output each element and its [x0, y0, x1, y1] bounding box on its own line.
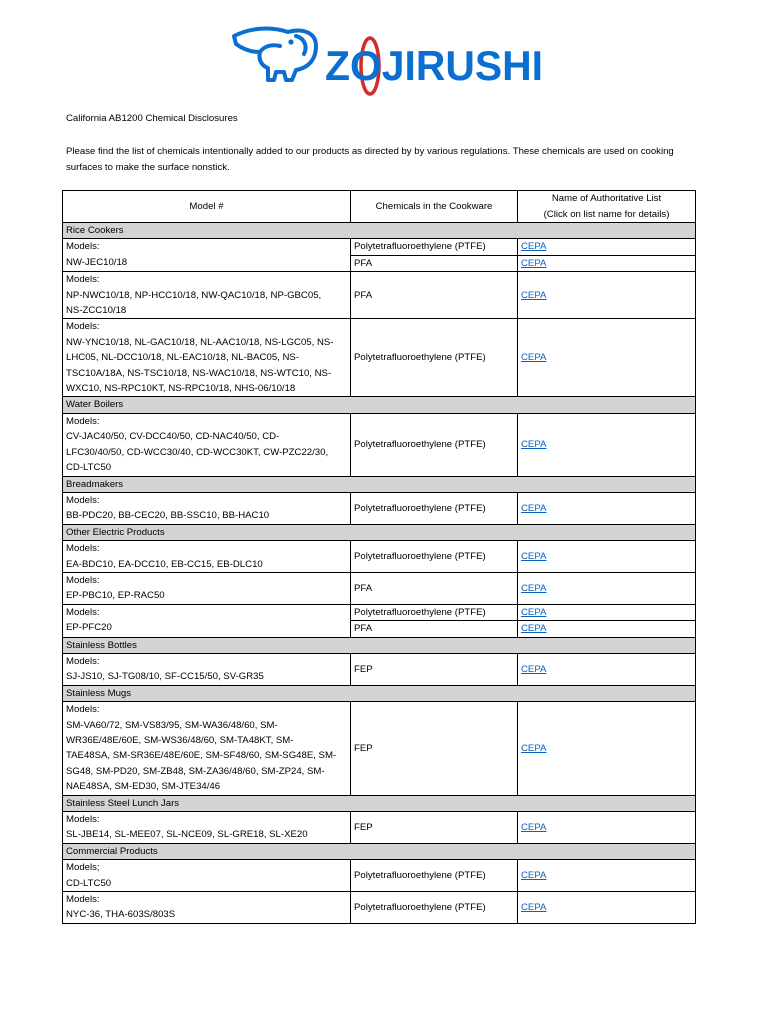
table-row: [63, 653, 696, 685]
list-link-line: [521, 868, 692, 883]
list-link-line: [521, 741, 692, 756]
chemical-name: PFA: [354, 257, 373, 269]
model-numbers-line: WXC10, NS-RPC10KT, NS-RPC10/18, NHS-06/10/18: [66, 383, 296, 395]
model-cell: [63, 541, 351, 573]
authoritative-list-cell: [518, 272, 696, 319]
chemical-name: Polytetrafluoroethylene (PTFE): [351, 605, 517, 621]
chemical-cell: [351, 702, 518, 795]
model-numbers-line: TSC10A/18A, NS-TSC10/18, NS-WAC10/18, NS-WTC10, NS-: [66, 367, 332, 379]
category-label: Rice Cookers: [63, 223, 696, 239]
model-cell: [63, 812, 351, 844]
models-label: Models:: [66, 574, 100, 586]
category-row: [63, 476, 696, 492]
table-row: [63, 860, 696, 892]
brand-wordmark: ZOJIRUSHI: [325, 42, 543, 89]
header-chemicals: Chemicals in the Cookware: [351, 191, 518, 223]
cepa-link[interactable]: CEPA: [521, 438, 547, 450]
model-numbers-line: SJ-JS10, SJ-TG08/10, SF-CC15/50, SV-GR35: [66, 671, 264, 683]
table-row: [63, 239, 696, 272]
category-row: [63, 397, 696, 413]
list-link-line: [521, 662, 692, 677]
page-heading: California AB1200 Chemical Disclosures: [66, 113, 238, 124]
model-numbers-line: NYC-36, THA-603S/803S: [66, 909, 176, 921]
category-label: Stainless Bottles: [63, 637, 696, 653]
models-label: Models:: [66, 606, 100, 618]
chemical-name: FEP: [354, 663, 373, 675]
model-numbers-line: LHC05, NL-DCC10/18, NL-EAC10/18, NL-BAC05, NS-: [66, 352, 300, 364]
chemical-name: Polytetrafluoroethylene (PTFE): [354, 901, 486, 913]
model-cell: [63, 319, 351, 397]
cepa-link[interactable]: CEPA: [521, 241, 547, 253]
category-row: [63, 223, 696, 239]
model-cell: [63, 702, 351, 795]
list-link-line: [521, 501, 692, 516]
table-row: [63, 572, 696, 604]
list-link-line: [521, 581, 692, 596]
model-cell: [63, 860, 351, 892]
list-link-line: [521, 350, 692, 365]
authoritative-list-cell: [518, 653, 696, 685]
chemical-name: Polytetrafluoroethylene (PTFE): [354, 550, 486, 562]
authoritative-list-cell: [518, 702, 696, 795]
model-numbers-line: CD-LTC50: [66, 877, 112, 889]
table-header-row: [63, 191, 696, 223]
table-row: [63, 492, 696, 524]
models-label: Models:: [66, 415, 100, 427]
cepa-link[interactable]: CEPA: [521, 550, 547, 562]
chemical-name: Polytetrafluoroethylene (PTFE): [354, 502, 486, 514]
authoritative-list-cell: [518, 541, 696, 573]
table-row: [63, 319, 696, 397]
model-numbers-line: NW-JEC10/18: [66, 256, 128, 268]
model-numbers-line: SL-JBE14, SL-MEE07, SL-NCE09, SL-GRE18, SL-XE20: [66, 829, 308, 841]
category-row: [63, 524, 696, 540]
cepa-link[interactable]: CEPA: [521, 257, 547, 269]
category-row: [63, 795, 696, 811]
model-cell: [63, 653, 351, 685]
chemical-disclosure-table: [62, 190, 696, 924]
cepa-link[interactable]: CEPA: [521, 352, 547, 364]
cepa-link[interactable]: CEPA: [521, 821, 547, 833]
model-numbers-line: EP-PBC10, EP-RAC50: [66, 590, 165, 602]
chemical-name: PFA: [354, 289, 373, 301]
table-row: [63, 272, 696, 319]
category-label: Breadmakers: [63, 476, 696, 492]
elephant-logo-icon: [234, 29, 316, 80]
cepa-link[interactable]: CEPA: [521, 289, 547, 301]
models-label: Models:: [66, 704, 100, 716]
model-numbers-line: SG48, SM-PD20, SM-ZB48, SM-ZA36/48/60, SM-ZP24, SM-: [66, 765, 325, 777]
model-cell: [63, 604, 351, 637]
model-numbers-line: NS-ZCC10/18: [66, 305, 127, 317]
model-numbers-line: EP-PFC20: [66, 622, 112, 634]
models-label: Models;: [66, 862, 100, 874]
model-numbers-line: TAE48SA, SM-SR36E/48E/60E, SM-SF48/60, SM-SG48E, SM-: [66, 750, 337, 762]
list-link-line: [521, 549, 692, 564]
header-authoritative-list: [518, 191, 696, 223]
model-cell: [63, 572, 351, 604]
cepa-link[interactable]: CEPA: [521, 606, 547, 618]
category-label: Stainless Steel Lunch Jars: [63, 795, 696, 811]
chemical-cell: [351, 413, 518, 476]
header-list-line2: (Click on list name for details): [543, 208, 670, 220]
model-numbers-line: EA-BDC10, EA-DCC10, EB-CC15, EB-DLC10: [66, 558, 263, 570]
cepa-link[interactable]: CEPA: [521, 901, 547, 913]
authoritative-list-cell: [518, 572, 696, 604]
chemical-name: Polytetrafluoroethylene (PTFE): [354, 438, 486, 450]
chemical-cell: [351, 604, 518, 637]
table-body: [63, 223, 696, 924]
cepa-link[interactable]: CEPA: [521, 663, 547, 675]
models-label: Models:: [66, 655, 100, 667]
category-row: [63, 685, 696, 701]
model-cell: [63, 892, 351, 924]
cepa-link[interactable]: CEPA: [521, 502, 547, 514]
model-numbers-line: NW-YNC10/18, NL-GAC10/18, NL-AAC10/18, NS-LGC05, NS-: [66, 336, 334, 348]
model-numbers-line: SM-VA60/72, SM-VS83/95, SM-WA36/48/60, SM-: [66, 719, 278, 731]
model-cell: [63, 239, 351, 272]
chemical-name: Polytetrafluoroethylene (PTFE): [351, 239, 517, 255]
model-cell: [63, 413, 351, 476]
chemical-cell: [351, 319, 518, 397]
category-row: [63, 637, 696, 653]
chemical-cell: [351, 653, 518, 685]
chemical-cell: [351, 239, 518, 272]
models-label: Models:: [66, 894, 100, 906]
chemical-name: Polytetrafluoroethylene (PTFE): [354, 352, 486, 364]
model-numbers-line: LFC30/40/50, CD-WCC30/40, CD-WCC30KT, CW-PZC22/30,: [66, 446, 329, 458]
model-numbers-line: WR36E/48E/60E, SM-WS36/48/60, SM-TA48KT, SM-: [66, 735, 294, 746]
chemical-name: Polytetrafluoroethylene (PTFE): [354, 869, 486, 881]
authoritative-list-cell: [518, 812, 696, 844]
model-cell: [63, 492, 351, 524]
models-label: Models:: [66, 494, 100, 506]
models-label: Models:: [66, 274, 100, 286]
authoritative-list-cell: [518, 860, 696, 892]
chemical-name: PFA: [354, 623, 373, 635]
models-label: Models:: [66, 814, 100, 826]
chemical-name: FEP: [354, 742, 373, 754]
intro-paragraph: Please find the list of chemicals intentionally added to our products as directed by by various regulations. These chemicals are used on cooking surfaces to make the surface nonstick.: [66, 146, 674, 173]
chemical-cell: [351, 492, 518, 524]
models-label: Models:: [66, 543, 100, 555]
chemical-name: PFA: [354, 582, 373, 594]
chemical-cell: [351, 892, 518, 924]
category-label: Stainless Mugs: [63, 685, 696, 701]
list-link-line: [521, 288, 692, 303]
chemical-cell: [351, 812, 518, 844]
model-numbers-line: NP-NWC10/18, NP-HCC10/18, NW-QAC10/18, NP-GBC05,: [66, 289, 322, 301]
category-label: Commercial Products: [63, 843, 696, 859]
list-link-line: [518, 256, 695, 271]
table-row: [63, 892, 696, 924]
cepa-link[interactable]: CEPA: [521, 623, 547, 635]
chemical-cell: [351, 541, 518, 573]
zojirushi-logo: [230, 22, 550, 96]
category-row: [63, 843, 696, 859]
chemical-cell: [351, 572, 518, 604]
authoritative-list-cell: [518, 892, 696, 924]
authoritative-list-cell: [518, 492, 696, 524]
list-link-line: [521, 900, 692, 915]
table-row: [63, 702, 696, 795]
table-row: [63, 541, 696, 573]
category-label: Water Boilers: [63, 397, 696, 413]
list-link-line: [521, 437, 692, 452]
authoritative-list-cell: [518, 413, 696, 476]
authoritative-list-cell: [518, 319, 696, 397]
category-label: Other Electric Products: [63, 524, 696, 540]
models-label: Models:: [66, 321, 100, 333]
elephant-eye-icon: [288, 39, 293, 44]
list-link-line: [518, 239, 695, 255]
list-link-line: [518, 605, 695, 621]
models-label: Models:: [66, 241, 100, 253]
list-link-line: [521, 820, 692, 835]
header-model: Model #: [63, 191, 351, 223]
chemical-cell: [351, 860, 518, 892]
chemical-cell: [351, 272, 518, 319]
chemical-name: FEP: [354, 821, 373, 833]
authoritative-list-cell: [518, 604, 696, 637]
table-row: [63, 812, 696, 844]
model-numbers-line: BB-PDC20, BB-CEC20, BB-SSC10, BB-HAC10: [66, 510, 270, 522]
cepa-link[interactable]: CEPA: [521, 742, 547, 754]
header-list-line1: Name of Authoritative List: [551, 193, 662, 205]
table-row: [63, 413, 696, 476]
table-row: [63, 604, 696, 637]
model-numbers-line: NAE48SA, SM-ED30, SM-JTE34/46: [66, 781, 221, 793]
list-link-line: [518, 621, 695, 636]
authoritative-list-cell: [518, 239, 696, 272]
cepa-link[interactable]: CEPA: [521, 869, 547, 881]
model-numbers-line: CV-JAC40/50, CV-DCC40/50, CD-NAC40/50, CD-: [66, 431, 280, 443]
model-numbers-line: CD-LTC50: [66, 462, 112, 474]
model-cell: [63, 272, 351, 319]
cepa-link[interactable]: CEPA: [521, 582, 547, 594]
